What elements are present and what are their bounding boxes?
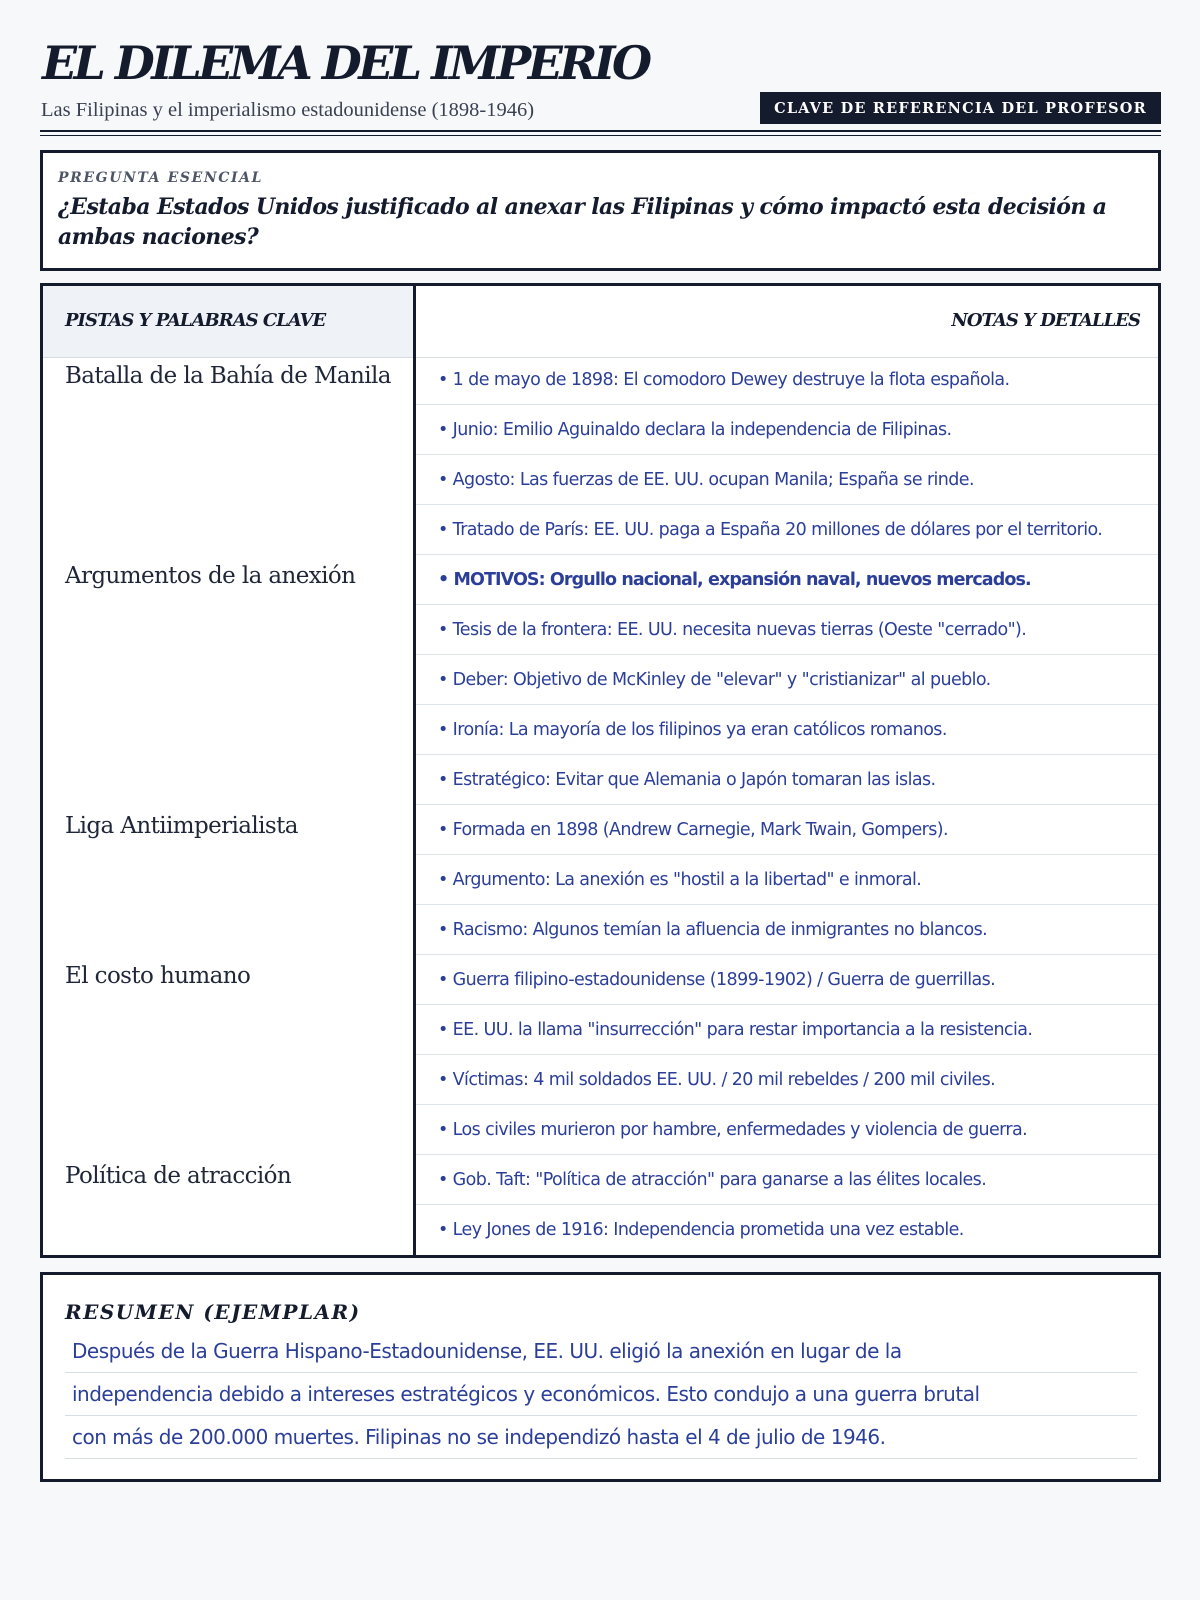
cue-item: Batalla de la Bahía de Manila: [65, 363, 391, 389]
cue-item: Política de atracción: [65, 1163, 292, 1189]
note-row: [416, 655, 1158, 705]
note-text: • Estratégico: Evitar que Alemania o Japón tomaran las islas.: [438, 769, 936, 790]
note-text: • Argumento: La anexión es "hostil a la libertad" e inmoral.: [438, 869, 922, 890]
page-subtitle: Las Filipinas y el imperialismo estadounidense (1898-1946): [41, 99, 535, 121]
note-text: • Gob. Taft: "Política de atracción" para ganarse a las élites locales.: [438, 1169, 987, 1190]
header-rule-thin: [40, 135, 1161, 136]
summary-label: RESUMEN (EJEMPLAR): [65, 1300, 361, 1324]
note-row: [416, 405, 1158, 455]
note-text: • Racismo: Algunos temían la afluencia de inmigrantes no blancos.: [438, 919, 988, 940]
note-text: • Los civiles murieron por hambre, enfermedades y violencia de guerra.: [438, 1119, 1028, 1140]
note-row: [416, 555, 1158, 605]
summary-line: con más de 200.000 muertes. Filipinas no se independizó hasta el 4 de julio de 1946.: [65, 1416, 1137, 1459]
note-text: • Ley Jones de 1916: Independencia prometida una vez estable.: [438, 1220, 964, 1240]
summary-box: [40, 1272, 1161, 1482]
note-text: • Junio: Emilio Aguinaldo declara la independencia de Filipinas.: [438, 419, 952, 440]
note-row: [416, 1155, 1158, 1205]
essential-question-text: ¿Estaba Estados Unidos justificado al anexar las Filipinas y cómo impactó esta decisión a ambas naciones?: [58, 194, 1107, 250]
note-row: [416, 1055, 1158, 1105]
note-row: [416, 705, 1158, 755]
cues-column-header: [43, 286, 413, 358]
note-text: • 1 de mayo de 1898: El comodoro Dewey destruye la flota española.: [438, 369, 1010, 390]
note-text: • Ironía: La mayoría de los filipinos ya eran católicos romanos.: [438, 719, 947, 740]
summary-line: Después de la Guerra Hispano-Estadounidense, EE. UU. eligió la anexión en lugar de la: [65, 1330, 1137, 1373]
essential-question-box: [40, 150, 1161, 271]
note-text: • Víctimas: 4 mil soldados EE. UU. / 20 mil rebeldes / 200 mil civiles.: [438, 1069, 996, 1090]
note-text: • Deber: Objetivo de McKinley de "elevar" y "cristianizar" al pueblo.: [438, 669, 991, 690]
note-row: [416, 805, 1158, 855]
page-title: EL DILEMA DEL IMPERIO: [42, 36, 649, 90]
note-text: • Agosto: Las fuerzas de EE. UU. ocupan Manila; España se rinde.: [438, 469, 974, 490]
note-row: [416, 505, 1158, 555]
note-row: [416, 955, 1158, 1005]
cues-header-label: PISTAS Y PALABRAS CLAVE: [65, 310, 326, 331]
notes-column-header: [416, 286, 1158, 358]
cue-item: Liga Antiimperialista: [65, 813, 298, 839]
note-text: • Tratado de París: EE. UU. paga a España 20 millones de dólares por el territorio.: [438, 519, 1103, 540]
note-row: [416, 855, 1158, 905]
note-row: [416, 1205, 1158, 1255]
note-row: [416, 1005, 1158, 1055]
note-text: • Guerra filipino-estadounidense (1899-1902) / Guerra de guerrillas.: [438, 969, 996, 990]
note-row: [416, 355, 1158, 405]
note-row: [416, 755, 1158, 805]
summary-line: independencia debido a intereses estratégicos y económicos. Esto condujo a una guerra brutal: [65, 1373, 1137, 1416]
note-row: [416, 905, 1158, 955]
teacher-key-badge: CLAVE DE REFERENCIA DEL PROFESOR: [760, 92, 1161, 124]
note-text: • EE. UU. la llama "insurrección" para restar importancia a la resistencia.: [438, 1019, 1033, 1040]
cue-item: Argumentos de la anexión: [65, 563, 356, 589]
cue-item: El costo humano: [65, 963, 251, 989]
cornell-notes-table: [40, 283, 1161, 1258]
note-text: • MOTIVOS: Orgullo nacional, expansión naval, nuevos mercados.: [438, 569, 1031, 590]
note-row: [416, 1105, 1158, 1155]
note-row: [416, 605, 1158, 655]
notes-header-label: NOTAS Y DETALLES: [951, 310, 1140, 331]
header-rule: [40, 130, 1161, 132]
note-row: [416, 455, 1158, 505]
note-text: • Formada en 1898 (Andrew Carnegie, Mark Twain, Gompers).: [438, 819, 948, 840]
essential-question-label: PREGUNTA ESENCIAL: [58, 170, 264, 186]
note-text: • Tesis de la frontera: EE. UU. necesita nuevas tierras (Oeste "cerrado").: [438, 619, 1027, 640]
